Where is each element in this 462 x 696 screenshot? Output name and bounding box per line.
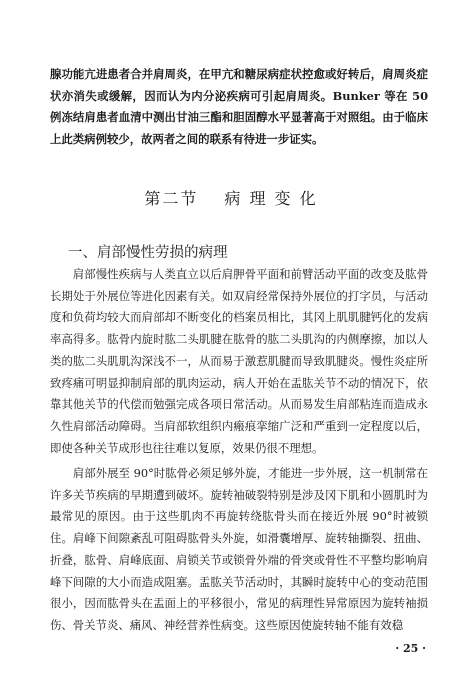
body-paragraph-1: 肩部慢性疾病与人类直立以后肩胛骨平面和前臂活动平面的改变及肱骨长期处于外展位等进化因素有关。如双肩经常保持外展位的打字员，与活动度和负荷均较大而肩部却不断变化的档案员相比，其冈上肌肌腱钙化的发病率高得多。肱骨内旋时肱二头肌腱在肱骨的肱二头肌沟的内侧摩擦，加以人类的肱二头肌肌沟深浅不一，从而易于激惹肌腱而导致肌腱炎。慢性炎症所致疼痛可明显抑制肩部的肌肉运动，病人开始在盂肱关节不动的情况下，依靠其他关节的代偿而勉强完成各项日常活动。从而易发生肩部粘连而造成永久性肩部活动障碍。当肩部软组织内瘢痕挛缩广泛和严重到一定程度以后，即使各种关节成形也往往难以复原，效果仍很不理想。 (50, 267, 428, 455)
body-paragraph-2: 肩部外展至 90°时肱骨必须足够外旋，才能进一步外展，这一机制常在许多关节疾病的早期遭到破坏。旋转袖破裂特别是涉及冈下肌和小圆肌时为最常见的原因。由于这些肌肉不再旋转绕肱骨头而在接近外展 90°时被锁住。肩峰下间隙紊乱可阻碍肱骨头外旋，如滑囊增厚、旋转轴撕裂、扭曲、折叠，肱骨、肩峰底面、肩锁关节或锁骨外端的骨突或骨性不平整均影响肩峰下间隙的大小而造成阻塞。盂肱关节活动时，其瞬时旋转中心的变动范围很小，因而肱骨头在盂面上的平移很小，常见的病理性异常原因为旋转袖损伤、骨关节炎、痛风、神经营养性病变。这些原因使旋转轴不能有效稳 (50, 466, 428, 632)
page-number: · 25 · (395, 642, 426, 655)
subsection-title: 一、肩部慢性劳损的病理 (68, 245, 228, 261)
section-number: 第二节 (144, 189, 199, 208)
section-title: 病 理 变 化 (224, 189, 318, 208)
top-paragraph: 腺功能亢进患者合并肩周炎，在甲亢和糖尿病症状控愈或好转后，肩周炎症状亦消失或缓解，因而认为内分泌疾病可引起肩周炎。Bunker 等在 50 例冻结肩患者血清中测出甘油三酯和胆固醇水平显著高于对照组。由于临床上此类病例较少，故两者之间的联系有待进一步证实。 (50, 67, 428, 147)
section-heading (0, 186, 462, 209)
